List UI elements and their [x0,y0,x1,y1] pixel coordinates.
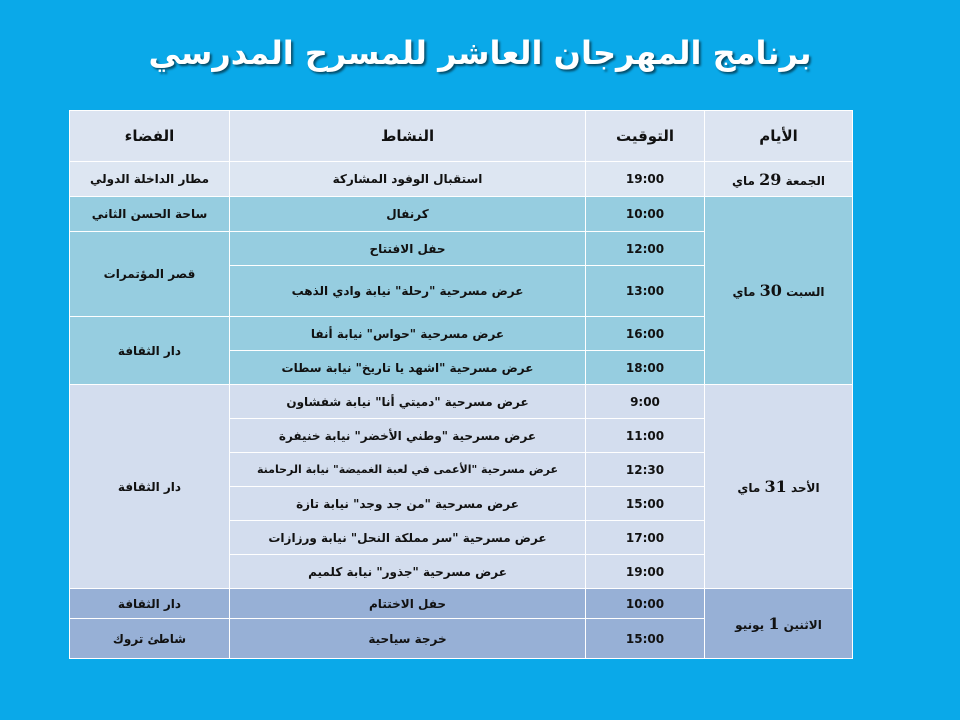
activity-cell: حفل الافتتاح [230,232,586,266]
day-number: 1 [768,614,780,633]
activity-cell: عرض مسرحية "سر مملكة النحل" نيابة ورزازات [230,521,586,555]
table-row [70,385,853,419]
day-number: 29 [759,169,782,189]
activity-cell: عرض مسرحية "رحلة" نيابة وادي الذهب [230,266,586,317]
activity-cell: عرض مسرحية "حواس" نيابة أنفا [230,317,586,351]
activity-cell: كرنفال [230,197,586,232]
place-cell: ساحة الحسن الثاني [70,197,230,232]
header-time: التوقيت [586,111,705,162]
time-cell: 10:00 [586,197,705,232]
day-prefix: الجمعة [785,173,825,188]
time-cell: 9:00 [586,385,705,419]
day-cell-d2 [705,197,853,385]
activity-cell: عرض مسرحية "وطني الأخضر" نيابة خنيفرة [230,419,586,453]
day-month: ماي [732,285,756,299]
place-cell: قصر المؤتمرات [70,232,230,317]
time-cell: 15:00 [586,619,705,659]
time-cell: 16:00 [586,317,705,351]
time-cell: 19:00 [586,162,705,197]
time-cell: 13:00 [586,266,705,317]
time-cell: 18:00 [586,351,705,385]
place-cell: شاطئ تروك [70,619,230,659]
activity-cell: عرض مسرحية "الأعمى في لعبة الغميضة" نيابة الرحامنة [230,453,586,487]
activity-cell: استقبال الوفود المشاركة [230,162,586,197]
place-cell: مطار الداخلة الدولي [70,162,230,197]
activity-cell: عرض مسرحية "دميتي أنا" نيابة شفشاون [230,385,586,419]
schedule-table [69,110,853,659]
activity-cell: عرض مسرحية "اشهد يا تاريخ" نيابة سطات [230,351,586,385]
day-month: يونيو [735,618,765,632]
day-prefix: الاثنين [783,618,822,632]
day-number: 31 [764,477,787,496]
day-number: 30 [759,281,782,300]
day-month: ماي [737,481,761,495]
day-cell-d3 [705,385,853,589]
day-prefix: السبت [786,285,825,299]
activity-cell: عرض مسرحية "جذور" نيابة كلميم [230,555,586,589]
activity-cell: خرجة سياحية [230,619,586,659]
page-title: برنامج المهرجان العاشر للمسرح المدرسي [148,34,812,72]
day-prefix: الأحد [790,481,820,495]
time-cell: 15:00 [586,487,705,521]
place-cell: دار الثقافة [70,589,230,619]
header-place: الفضاء [70,111,230,162]
table-row [70,589,853,619]
time-cell: 19:00 [586,555,705,589]
header-days: الأيام [705,111,853,162]
day-cell-d4 [705,589,853,659]
day-month: ماي [732,173,755,188]
day-cell-d1 [705,162,853,197]
time-cell: 17:00 [586,521,705,555]
time-cell: 11:00 [586,419,705,453]
table-row [70,197,853,232]
time-cell: 12:30 [586,453,705,487]
header-row [70,111,853,162]
place-cell: دار الثقافة [70,317,230,385]
time-cell: 10:00 [586,589,705,619]
activity-cell: عرض مسرحية "من جد وجد" نيابة تازة [230,487,586,521]
header-activity: النشاط [230,111,586,162]
table-row [70,162,853,197]
activity-cell: حفل الاختتام [230,589,586,619]
time-cell: 12:00 [586,232,705,266]
place-cell: دار الثقافة [70,385,230,589]
